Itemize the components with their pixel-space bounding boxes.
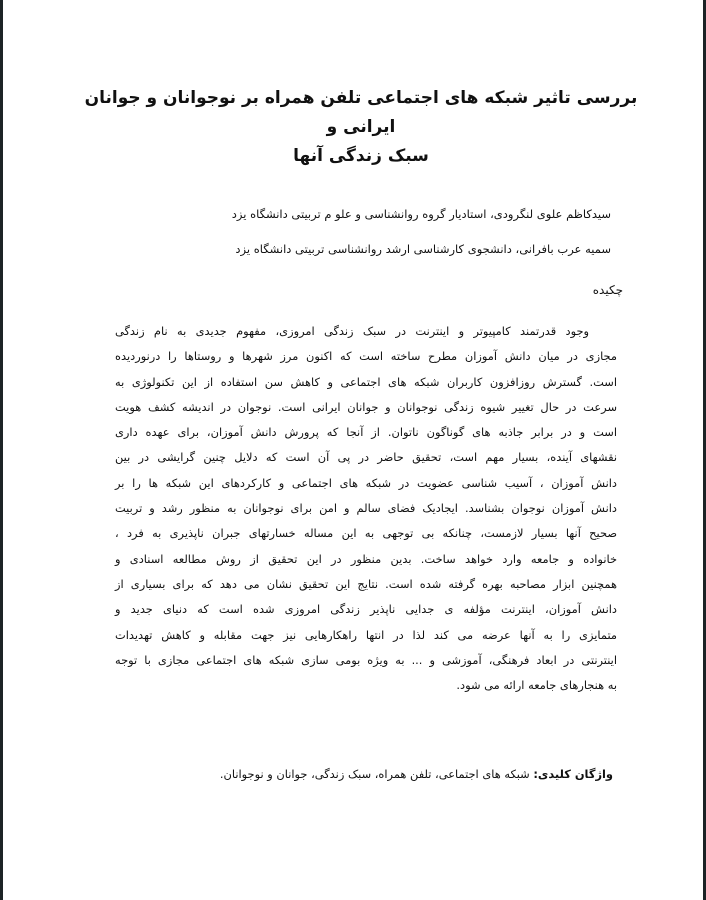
paper-title-line: بررسی تاثیر شبکه های اجتماعی تلفن همراه بر نوجوانان و جوانان ایرانی و [84,88,638,137]
abstract-line: خانواده و جامعه وارد خواهد ساخت. بدین منظور در این تحقیق از روش مطالعه اسنادی و [115,551,617,566]
keywords-text: شبکه های اجتماعی، تلفن همراه، سبک زندگی، جوانان و نوجوانان. [219,767,534,781]
abstract-line: اینترنتی در ابعاد فرهنگی، آموزشی و ... به ویژه بومی سازی شبکه های اجتماعی مجازی با توجه [115,652,617,667]
abstract-line: دانش آموزان، اینترنت مؤلفه ی جدایی ناپذیر زندگی امروزی شده است که دنیای جدید و [115,602,617,617]
abstract-line: به هنجارهای جامعه ارائه می شود. [456,678,617,693]
abstract-line: نقشهای آینده، بسیار مهم است، تحقیق حاضر در پی آن است که دلایل چنین گرایشی در بین [115,450,617,465]
abstract-line: است. گسترش روزافزون کاربران شبکه های اجتماعی و کاهش سن استفاده از این تکنولوژی به [115,374,617,389]
abstract-line: دانش آموزان نوجوان بشناسد. ایجادیک فضای سالم و امن برای نوجوانان به منظور رشد و تربیت [115,501,617,516]
abstract-line: همچنین ابزار مصاحبه بهره گرفته شده است. نتایج این تحقیق نشان می دهد که برای بسیاری از [115,576,617,591]
abstract-line: دانش آموزان ، آسیب شناسی عضویت در شبکه های اجتماعی و کارکردهای این شبکه ها را بر [115,475,617,490]
abstract-line: است و در برابر جاذبه های گوناگون ناتوان. از آنجا که پرورش دانش آموزان، برای عهده داری [115,425,617,440]
paper-title [83,84,639,171]
abstract-line: وجود قدرتمند کامپیوتر و اینترنت در سبک زندگی امروزی، مفهوم جدیدی به نام زندگی [115,324,589,338]
author-affiliation: سیدکاظم علوی لنگرودی، استادیار گروه روانشناسی و علو م تربیتی دانشگاه یزد [231,207,611,221]
abstract-heading: چکیده [592,283,623,297]
abstract-line: متمایزی را به آنها عرضه می کند لذا در انتها راهکارهایی نیز جهت مقابله و کاهش تهدیدات [115,627,617,642]
abstract-body [115,319,617,698]
keywords [220,765,613,783]
abstract-line: مجازی در میان دانش آموزان مطرح ساخته است که اکنون مرز شهرها و روستاها را درنوردیده [115,349,617,364]
document-page [3,0,703,900]
author-affiliation: سمیه عرب بافرانی، دانشجوی کارشناسی ارشد روانشناسی تربیتی دانشگاه یزد [235,242,611,256]
abstract-line: سرعت در حال تغییر شیوه زندگی نوجوانان و جوانان ایرانی است. نوجوان در اندیشه کشف هویت [115,399,617,414]
paper-title-line: سبک زندگی آنها [293,146,429,166]
abstract-line: صحیح آنها بسیار لازمست، چنانکه بی توجهی به این مساله خسارتهای جبران ناپذیری به فرد ، [115,526,617,541]
keywords-label: واژگان کلیدی: [533,767,613,781]
